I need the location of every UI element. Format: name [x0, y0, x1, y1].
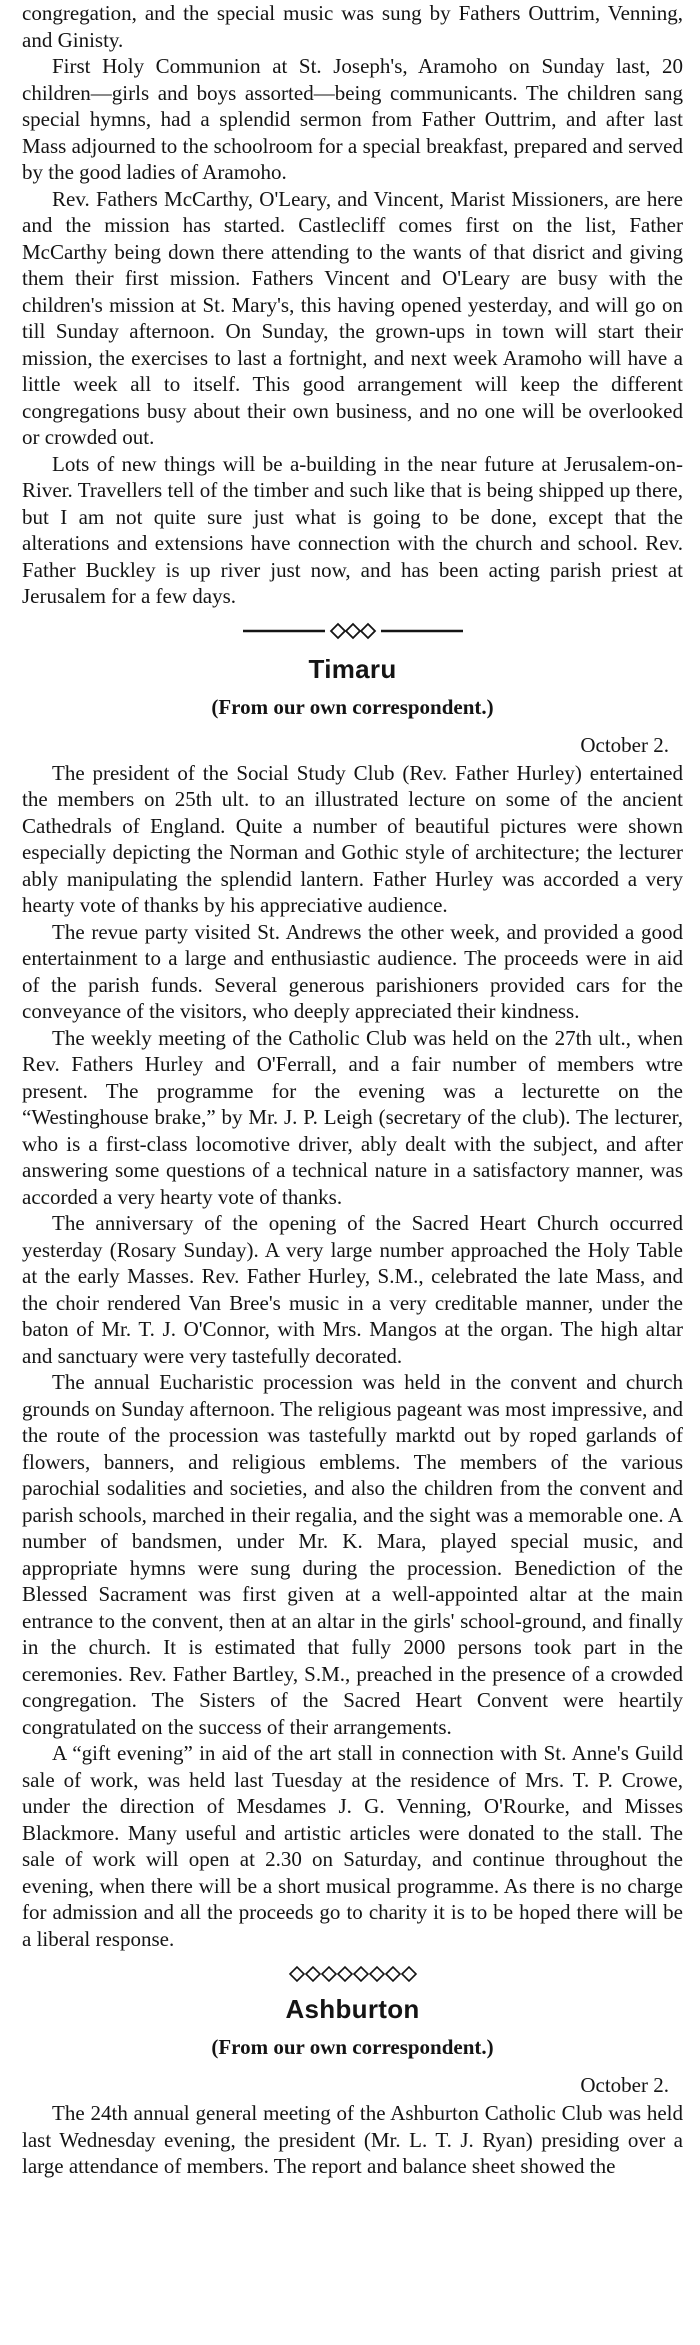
article-paragraph: The 24th annual general meeting of the Ashburton Catholic Club was held last Wednesday evening, the president (Mr. L. T. J. Ryan) presiding over a large attendance of members. The report and balance sheet showed the	[22, 2101, 683, 2178]
intro-paragraph: Rev. Fathers McCarthy, O'Leary, and Vincent, Marist Missioners, are here and the mission has started. Castlecliff comes first on the list, Father McCarthy being down there attending to the wants of that disrict and giving them their first mission. Fathers Vincent and O'Leary are busy with the children's mission at St. Mary's, this having opened yesterday, and will go on till Sunday afternoon. On Sunday, the grown-ups in town will start their mission, the exercises to last a fortnight, and next week Aramoho will have a little week all to itself. This good arrangement will keep the different congregations busy about their own business, and no one will be overlooked or crowded out.	[22, 186, 683, 449]
section-heading: Timaru	[308, 653, 397, 684]
timaru-section	[22, 654, 683, 1953]
article-paragraph: The revue party visited St. Andrews the other week, and provided a good entertainment to a large and enthusiastic audience. The proceeds were in aid of the parish funds. Several generous parishioners provided cars for the conveyance of the visitors, who deeply appreciated their kindness.	[22, 919, 683, 1023]
article-paragraph: A “gift evening” in aid of the art stall in connection with St. Anne's Guild sale of work, was held last Tuesday at the residence of Mrs. T. P. Crowe, under the direction of Mesdames J. G. Venning, O'Rourke, and Misses Blackmore. Many useful and artistic articles were donated to the stall. The sale of work will open at 2.30 on Saturday, and continue throughout the evening, when there will be a short musical programme. As there is no charge for admission and all the proceeds go to charity it is to be hoped there will be a liberal response.	[22, 1741, 683, 1951]
intro-paragraph: congregation, and the special music was sung by Fathers Outtrim, Venning, and Ginisty.	[22, 1, 683, 52]
article-paragraph: The annual Eucharistic procession was held in the convent and church grounds on Sunday afternoon. The religious pageant was most impressive, and the route of the procession was tastefully marktd out by roped garlands of flowers, banners, and religious emblems. The members of the various parochial sodalities and societies, and also the children from the convent and parish schools, marched in their regalia, and the sight was a memorable one. A number of bandsmen, under Mr. K. Mara, played special music, and appropriate hymns were sung during the procession. Benediction of the Blessed Sacrament was first given at a well-appointed altar at the main entrance to the convent, then at an altar in the girls' school-ground, and finally in the church. It is estimated that fully 2000 persons took part in the ceremonies. Rev. Father Bartley, S.M., preached in the presence of a crowded congregation. The Sisters of the Sacred Heart Convent were heartily congratulated on the success of their arrangements.	[22, 1370, 683, 1739]
ashburton-section	[22, 1994, 683, 2180]
intro-paragraph: First Holy Communion at St. Joseph's, Aramoho on Sunday last, 20 children—girls and boys assorted—being communicants. The children sang special hymns, had a splendid sermon from Father Outtrim, and after last Mass adjourned to the schoolroom for a special breakfast, prepared and served by the good ladies of Aramoho.	[22, 54, 683, 184]
correspondent-line: (From our own correspondent.)	[211, 2035, 494, 2059]
intro-paragraph: Lots of new things will be a-building in the near future at Jerusalem-on-River. Travellers tell of the timber and such like that is being shipped up there, but I am not quite sure just what is going to be done, except that the alterations and extensions have connection with the church and school. Rev. Father Buckley is up river just now, and has been acting parish priest at Jerusalem for a few days.	[22, 451, 683, 608]
article-paragraph: The anniversary of the opening of the Sacred Heart Church occurred yesterday (Rosary Sunday). A very large number approached the Holy Table at the early Masses. Rev. Father Hurley, S.M., celebrated the late Mass, and the choir rendered Van Bree's music in a very creditable manner, under the baton of Mr. T. J. O'Connor, with Mrs. Mangos at the organ. The high altar and sanctuary were very tastefully decorated.	[22, 1211, 683, 1368]
article-paragraph: The president of the Social Study Club (Rev. Father Hurley) entertained the members on 25th ult. to an illustrated lecture on some of the ancient Cathedrals of England. Quite a number of beautiful pictures were shown especially depicting the Norman and Gothic style of architecture; the lecturer ably manipulating the splendid lantern. Father Hurley was accorded a very hearty vote of thanks by his appreciative audience.	[22, 760, 683, 917]
article-paragraph: The weekly meeting of the Catholic Club was held on the 27th ult., when Rev. Fathers Hurley and O'Ferrall, and a fair number of members wtre present. The programme for the evening was a lecturette on the “Westinghouse brake,” by Mr. J. P. Leigh (secretary of the club). The lecturer, who is a first-class locomotive driver, ably dealt with the subject, and after answering some questions of a technical nature in a satisfactory manner, was accorded a very hearty vote of thanks.	[22, 1025, 683, 1209]
article-column	[22, 0, 683, 2180]
divider-ornament-icon	[243, 616, 463, 646]
divider-ornament-icon	[288, 1960, 418, 1988]
section-divider	[288, 1960, 418, 1988]
correspondent-line: (From our own correspondent.)	[211, 694, 494, 719]
section-divider	[243, 616, 463, 646]
intro-section	[22, 0, 683, 610]
dateline: October 2.	[580, 732, 669, 757]
section-heading: Ashburton	[285, 1994, 420, 2024]
dateline: October 2.	[580, 2073, 669, 2097]
